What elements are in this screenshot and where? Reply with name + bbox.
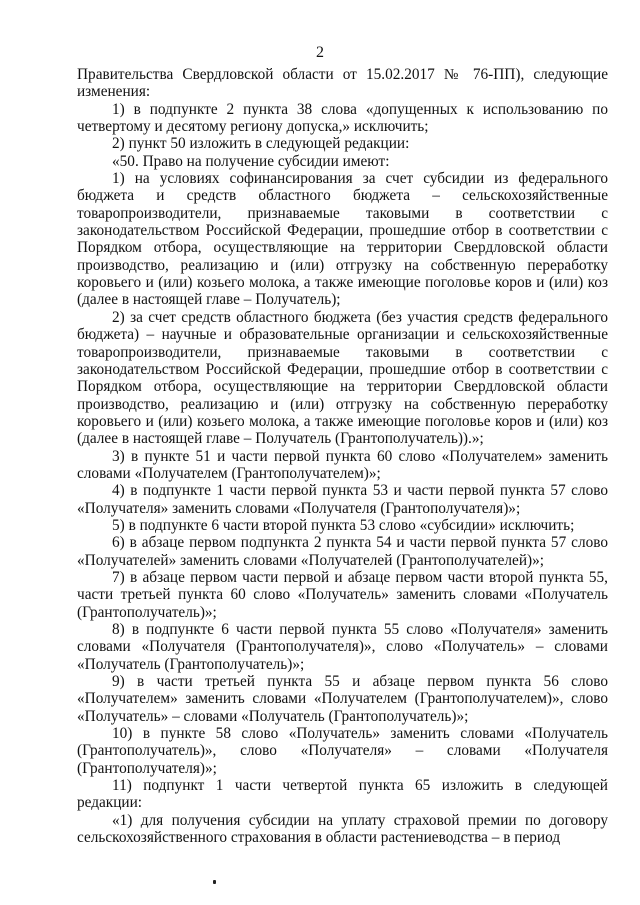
paragraph-intro: Правительства Свердловской области от 15.02.2017 № 76-ПП), следующие изменения: bbox=[77, 66, 608, 101]
page-number: 2 bbox=[316, 44, 324, 61]
paragraph-item-9: 9) в части третьей пункта 55 и абзаце первом пункта 56 слово «Получателем» заменить словами «Получателем (Грантополучателем)», слово «Получатель» – словами «Получатель (Грантополучатель)»; bbox=[77, 673, 608, 725]
paragraph-item-3: 3) в пункте 51 и части первой пункта 60 слово «Получателем» заменить словами «Получателем (Грантополучателем)»; bbox=[77, 447, 608, 482]
paragraph-item-5: 5) в подпункте 6 части второй пункта 53 слово «субсидии» исключить; bbox=[112, 516, 575, 534]
paragraph-item-6: 6) в абзаце первом подпункта 2 пункта 54 и части первой пункта 57 слово «Получателей» заменить словами «Получателей (Грантополучателей)»; bbox=[77, 534, 608, 569]
document-body bbox=[77, 66, 608, 846]
paragraph-item-8: 8) в подпункте 6 части первой пункта 55 слово «Получателя» заменить словами «Получателя (Грантополучателя)», слово «Получатель» – словами «Получатель (Грантополучатель)»; bbox=[77, 621, 608, 673]
paragraph-clause-50-2: 2) за счет средств областного бюджета (без участия средств федерального бюджета) – научные и образовательные организации и сельскохозяйственные товаропроизводители, признаваемые таковыми в соответствии с законодательством Российской Федерации, прошедшие отбор в соответствии с Порядком отбора, осуществляющие на территории Свердловской области производство, реализацию и (или) отгрузку на собственную переработку коровьего и (или) козьего молока, а также имеющие поголовье коров и (или) коз (далее в настоящей главе – Получатель (Грантополучатель)).»; bbox=[77, 308, 608, 448]
paragraph-clause-50: «50. Право на получение субсидии имеют: bbox=[112, 152, 390, 170]
scan-artifact-mark bbox=[213, 880, 216, 884]
paragraph-item-2: 2) пункт 50 изложить в следующей редакции: bbox=[112, 135, 410, 153]
paragraph-subclause-1: «1) для получения субсидии на уплату страховой премии по договору сельскохозяйственного страхования в области растениеводства – в период bbox=[77, 811, 608, 847]
paragraph-item-4: 4) в подпункте 1 части первой пункта 53 и части первой пункта 57 слово «Получателя» заменить словами «Получателя (Грантополучателя)»; bbox=[77, 482, 608, 517]
paragraph-item-11: 11) подпункт 1 части четвертой пункта 65 изложить в следующей редакции: bbox=[77, 777, 608, 812]
paragraph-clause-50-1: 1) на условиях софинансирования за счет субсидии из федерального бюджета и средств областного бюджета – сельскохозяйственные товаропроизводители, признаваемые таковыми в соответствии с законодательством Российской Федерации, прошедшие отбор в соответствии с Порядком отбора, осуществляющие на территории Свердловской области производство, реализацию и (или) отгрузку на собственную переработку коровьего и (или) козьего молока, а также имеющие поголовье коров и (или) коз (далее в настоящей главе – Получатель); bbox=[77, 170, 608, 309]
paragraph-item-7: 7) в абзаце первом части первой и абзаце первом части второй пункта 55, части третьей пункта 60 слово «Получатель» заменить словами «Получатель (Грантополучатель)»; bbox=[77, 568, 608, 621]
paragraph-item-10: 10) в пункте 58 слово «Получатель» заменить словами «Получатель (Грантополучатель)», слово «Получателя» – словами «Получателя (Грантополучателя)»; bbox=[77, 725, 608, 777]
paragraph-item-1: 1) в подпункте 2 пункта 38 слова «допущенных к использованию по четвертому и десятому региону допуска,» исключить; bbox=[77, 100, 608, 136]
